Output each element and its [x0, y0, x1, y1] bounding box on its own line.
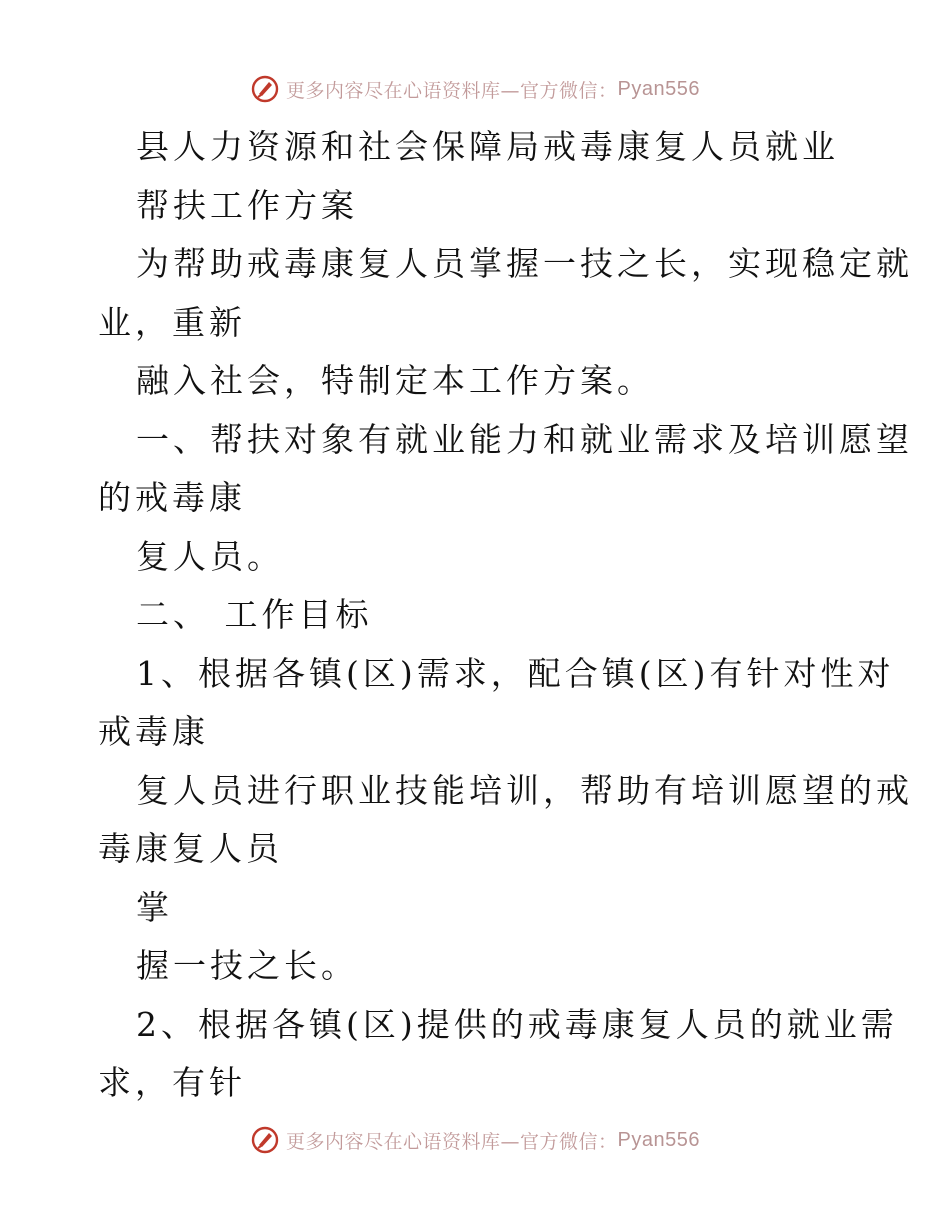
text-line: 的戒毒康: [98, 478, 246, 517]
text-line: 2、根据各镇(区)提供的戒毒康复人员的就业需: [136, 1004, 898, 1044]
text-line: 戒毒康: [98, 712, 209, 751]
text-line: 业，重新: [98, 302, 246, 342]
text-line: 为帮助戒毒康复人员掌握一技之长，实现稳定就: [136, 244, 913, 283]
text-line: 融入社会，特制定本工作方案。: [136, 361, 654, 400]
text-line: 求，有针: [98, 1063, 246, 1102]
document-body: [0, 118, 950, 1113]
text-line: 1、根据各镇(区)需求，配合镇(区)有针对性对: [136, 653, 895, 693]
quill-pen-icon: [250, 1125, 280, 1155]
text-line: 复人员。: [136, 536, 284, 576]
text-line: 毒康复人员: [98, 829, 283, 868]
watermark-wechat-id: Pyan556: [617, 1128, 700, 1151]
quill-pen-icon: [250, 74, 280, 104]
text-line: 一、帮扶对象有就业能力和就业需求及培训愿望: [136, 419, 913, 459]
text-line: 握一技之长。: [136, 946, 358, 985]
header-watermark: [0, 74, 950, 104]
watermark-wechat-id: Pyan556: [617, 77, 700, 100]
watermark-text: 更多内容尽在心语资料库—官方微信：: [286, 1130, 618, 1153]
text-line: 掌: [136, 887, 173, 927]
text-line: 二、 工作目标: [136, 595, 373, 634]
footer-watermark: [0, 1125, 950, 1155]
text-line: 县人力资源和社会保障局戒毒康复人员就业: [136, 127, 839, 166]
text-line: 复人员进行职业技能培训，帮助有培训愿望的戒: [136, 770, 913, 810]
text-line: 帮扶工作方案: [136, 185, 358, 225]
watermark-text: 更多内容尽在心语资料库—官方微信：: [286, 79, 618, 102]
